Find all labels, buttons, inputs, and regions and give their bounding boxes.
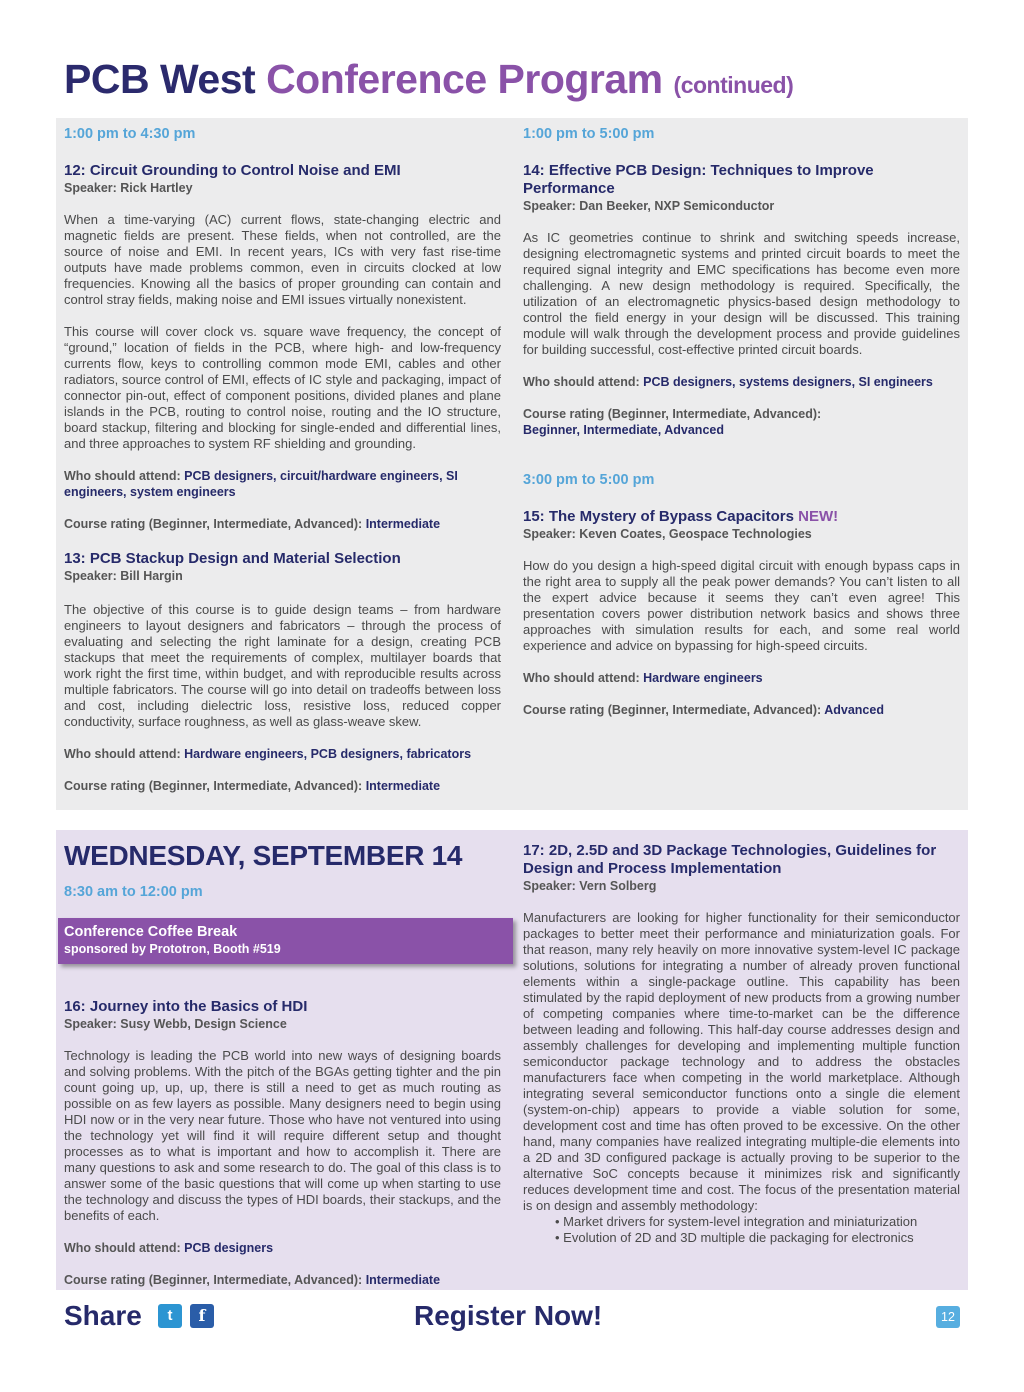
who-should-attend — [64, 746, 501, 762]
course-16 — [64, 998, 501, 1288]
course-description: As IC geometries continue to shrink and switching speeds increase, designing electromagnetic systems and printed circuit boards to meet the required signal integrity and EMC specifications has become even more challenging. A new design methodology is required. Specifically, the utilization of an electromagnetic physics-based design methodology to control the field energy in your design will be discussed. This training module will walk through the development process and provide guidelines for building successful, cost-effective printed circuit boards. — [523, 230, 960, 357]
who-label: Who should attend: — [64, 747, 181, 761]
who-label: Who should attend: — [64, 469, 181, 483]
course-description: Manufacturers are looking for higher functionality for their semiconductor packages to better meet their performance and miniaturization goals. For that reason, many rely heavily on more innovative system-level IC package solutions, solutions for integrating a number of already proven functional elements within a single-package outline. This capability has been stimulated by the rapid deployment of new products from a growing number of competing companies where time-to-market can be the difference between leading and following. This half-day course addresses design and assembly challenges for developing and implementing multiple function semiconductor package technology and to address the obstacles manufacturers face when competing in the world marketplace. Although integrating several semiconductor functions onto a single die element (system-on-chip) appears to provide a viable solution for some, development cost and time has often proved to be excessive. On the other hand, many companies have realized integrating multiple-die elements into a 2D and 3D configured package is actually proving to be superior to the alternative SoC concepts because it minimizes risk and significantly reduces development time and cost. The focus of the presentation material is on design and assembly methodology: — [523, 910, 960, 1213]
who-should-attend — [64, 468, 501, 500]
course-title-text: 15: The Mystery of Bypass Capacitors — [523, 508, 794, 525]
who-value: Hardware engineers — [643, 671, 763, 685]
course-description: The objective of this course is to guide design teams – from hardware engineers to layout designers and fabricators – through the process of evaluating and selecting the right laminate for a design, creating PCB stackups that meet the requirements of complex, multilayer boards that work right the first time, within budget, and with reproducible results across multiple fabricators. The course will go into detail on tradeoffs between loss and cost, including dielectric loss, resistive loss, reduced copper conductivity, surface roughness, as well as glass-weave skew. — [64, 602, 501, 729]
twitter-icon[interactable]: t — [158, 1304, 182, 1328]
list-item: • Evolution of 2D and 3D multiple die packaging for electronics — [555, 1230, 960, 1246]
rating-label: Course rating (Beginner, Intermediate, Advanced): — [523, 703, 822, 717]
rating-value: Beginner, Intermediate, Advanced — [523, 423, 724, 437]
course-title: 14: Effective PCB Design: Techniques to Improve Performance — [523, 162, 874, 197]
left-column-afternoon — [64, 126, 501, 794]
right-column-afternoon — [523, 126, 960, 718]
course-speaker: Speaker: Keven Coates, Geospace Technologies — [523, 527, 812, 541]
course-speaker: Speaker: Bill Hargin — [64, 569, 183, 583]
course-description: Technology is leading the PCB world into new ways of designing boards and solving problems. With the pitch of the BGAs getting tighter and the pin count going up, up, up, there is still a need to get as much routing as possible on as few layers as possible. Many designers need to begin using HDI now or in the very near future. Those who have not ventured into using the technology yet will find it will require different setup and thought processes as to what is important and how to accomplish it. There are many questions to ask and some research to do. The goal of this class is to answer some of the basic questions that will come up when starting to use the technology and discuss the types of HDI boards, their stackups, and the benefits of each. — [64, 1048, 501, 1223]
rating-value: Advanced — [824, 703, 884, 717]
title-pcb-west: PCB West — [64, 56, 256, 102]
course-rating — [64, 516, 501, 532]
who-label: Who should attend: — [64, 1241, 181, 1255]
course-15 — [523, 508, 960, 718]
title-conference-program: Conference Program — [266, 56, 663, 102]
bullet-list — [523, 1214, 960, 1246]
who-value: Hardware engineers, PCB designers, fabricators — [184, 747, 472, 761]
coffee-break-sponsor: sponsored by Prototron, Booth #519 — [64, 942, 281, 956]
course-17 — [523, 842, 960, 1246]
course-title: 13: PCB Stackup Design and Material Selection — [64, 550, 401, 567]
course-13 — [64, 550, 501, 794]
course-description: When a time-varying (AC) current flows, state-changing electric and magnetic fields are present. These fields, when not controlled, are the source of noise and EMI. In recent years, ICs with very fast rise-time outputs have made problems common, even in circuits clocked at low frequencies. Knowing all the basics of proper grounding can contain and control stray fields, making noise and EMI issues virtually nonexistent. — [64, 212, 501, 307]
coffee-break-title: Conference Coffee Break — [64, 924, 238, 940]
course-speaker: Speaker: Susy Webb, Design Science — [64, 1017, 287, 1031]
register-now-link[interactable]: Register Now! — [414, 1300, 603, 1331]
course-rating — [523, 702, 960, 718]
who-label: Who should attend: — [523, 671, 640, 685]
rating-label: Course rating (Beginner, Intermediate, Advanced): — [523, 407, 822, 421]
who-label: Who should attend: — [523, 375, 640, 389]
who-value: PCB designers, circuit/hardware engineers, SI engineers, system engineers — [64, 469, 458, 499]
rating-label: Course rating (Beginner, Intermediate, Advanced): — [64, 517, 363, 531]
rating-value: Intermediate — [365, 1273, 441, 1287]
page-number: 12 — [936, 1306, 960, 1328]
list-item: • Market drivers for system-level integration and miniaturization — [555, 1214, 960, 1230]
course-title: 17: 2D, 2.5D and 3D Package Technologies, Guidelines for Design and Process Implementation — [523, 842, 937, 877]
who-should-attend — [523, 670, 960, 686]
who-value: PCB designers, systems designers, SI engineers — [643, 375, 933, 389]
facebook-icon[interactable]: f — [190, 1304, 214, 1328]
session-time: 1:00 pm to 4:30 pm — [64, 126, 196, 142]
who-should-attend — [523, 374, 960, 390]
rating-label: Course rating (Beginner, Intermediate, Advanced): — [64, 779, 363, 793]
course-speaker: Speaker: Rick Hartley — [64, 181, 193, 195]
who-value: PCB designers — [184, 1241, 274, 1255]
course-rating — [64, 1272, 501, 1288]
rating-label: Course rating (Beginner, Intermediate, Advanced): — [64, 1273, 363, 1287]
share-label: Share — [64, 1300, 142, 1331]
rating-value: Intermediate — [365, 517, 441, 531]
course-description: How do you design a high-speed digital circuit with enough bypass caps in the right area to supply all the peak power demands? You can’t listen to all the expert advice because it seems they can’t even agree! This presentation covers power distribution network basics and shows three approaches with simulation results for each, and some real world experience and advice on bypassing for high-speed circuits. — [523, 558, 960, 653]
session-time: 3:00 pm to 5:00 pm — [523, 472, 655, 488]
course-rating — [64, 778, 501, 794]
title-continued: (continued) — [673, 72, 794, 98]
wednesday-left-column — [64, 840, 501, 900]
course-title — [523, 508, 960, 526]
page-title — [64, 56, 793, 103]
who-should-attend — [64, 1240, 501, 1256]
rating-value: Intermediate — [365, 779, 441, 793]
day-heading: WEDNESDAY, SEPTEMBER 14 — [64, 840, 463, 871]
session-time: 8:30 am to 12:00 pm — [64, 884, 203, 900]
course-rating — [523, 406, 960, 438]
course-title: 12: Circuit Grounding to Control Noise and EMI — [64, 162, 401, 179]
coffee-break-banner — [58, 918, 513, 964]
course-12 — [64, 162, 501, 532]
course-speaker: Speaker: Dan Beeker, NXP Semiconductor — [523, 199, 775, 213]
session-time: 1:00 pm to 5:00 pm — [523, 126, 655, 142]
course-14 — [523, 162, 960, 438]
new-badge: NEW! — [798, 508, 839, 525]
course-title: 16: Journey into the Basics of HDI — [64, 998, 308, 1015]
course-description: This course will cover clock vs. square wave frequency, the concept of “ground,” location of fields in the PCB, where high- and low-frequency currents flow, keys to controlling common mode EMI, cables and other radiators, source control of EMI, effects of IC style and packaging, impact of connector pin-out, effect of component positions, divided planes and plane islands in the PCB, routing to control noise, routing and the IO structure, board stackup, filtering and blocking for single-ended and differential lines, and three approaches to system RF shielding and grounding. — [64, 324, 501, 451]
course-speaker: Speaker: Vern Solberg — [523, 879, 657, 893]
